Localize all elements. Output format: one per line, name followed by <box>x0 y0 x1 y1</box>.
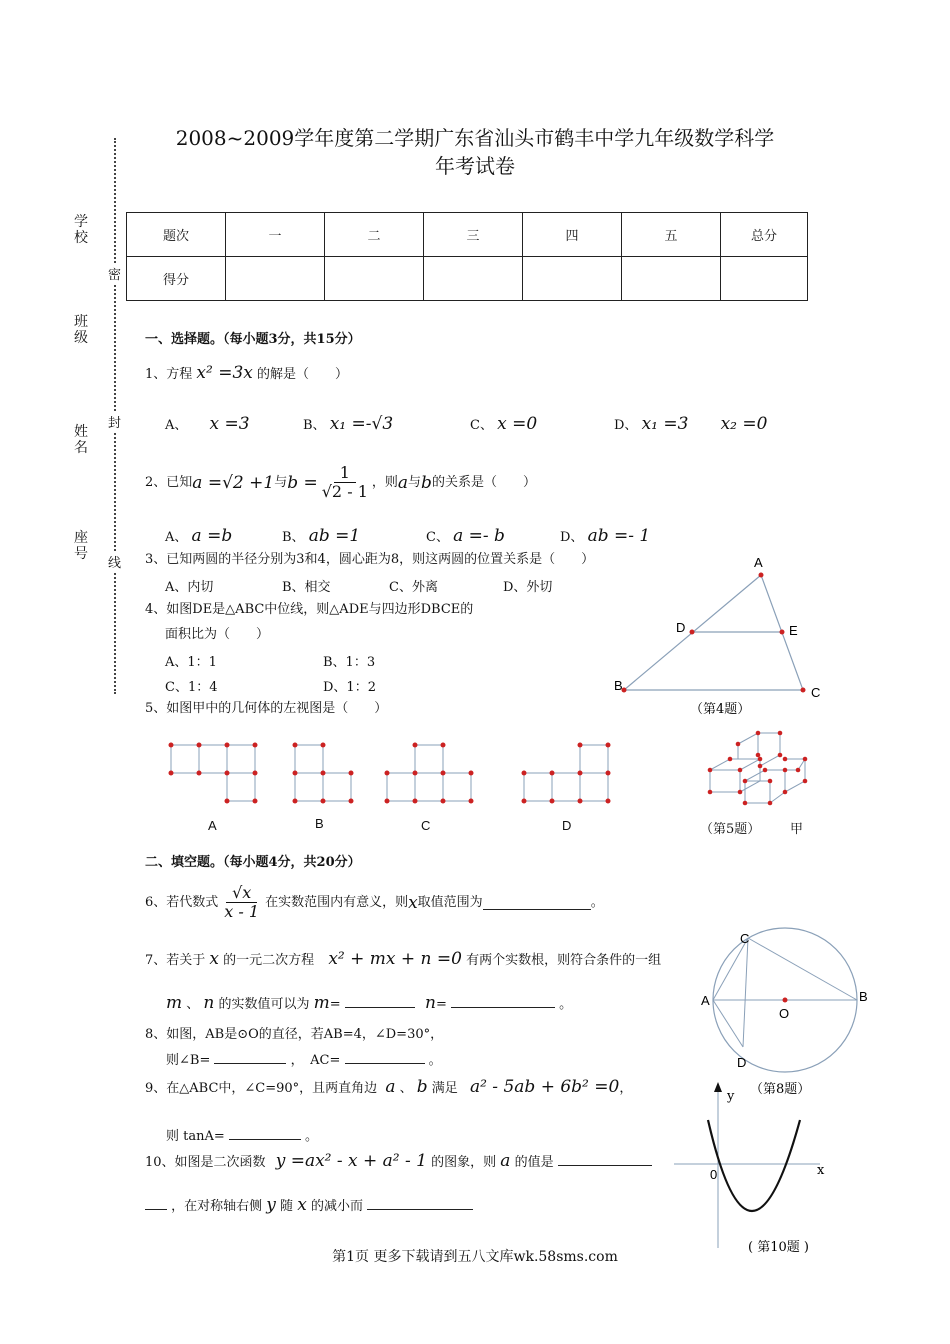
section-2-heading: 二、填空题。（每小题4分，共20分） <box>145 855 361 870</box>
q5-view-a[interactable] <box>160 735 270 815</box>
q7-m-answer-blank[interactable] <box>345 994 415 1008</box>
q1-option-b-label: B、 <box>303 418 326 433</box>
score-row-label: 得分 <box>127 257 226 301</box>
q2-var-b: b <box>421 472 432 493</box>
origin-label: 0 <box>710 1167 718 1182</box>
q5-view-d[interactable] <box>515 735 620 815</box>
q9-prefix: 9、在△ABC中，∠C=90°，且两直角边 <box>145 1081 378 1096</box>
q1-option-b-value: x₁ =-√3 <box>329 414 394 434</box>
q6-mid: 在实数范围内有意义，则 <box>265 894 409 910</box>
q6-suffix: 取值范围为 <box>417 894 483 910</box>
score-table-score-row <box>127 257 808 301</box>
y-axis-label: y <box>727 1089 735 1104</box>
q9-var-a: a <box>385 1077 396 1097</box>
q7-equation: x² + mx + n =0 <box>328 949 462 969</box>
q7-n: n <box>203 993 215 1013</box>
q9-answer-blank[interactable] <box>229 1126 301 1140</box>
q1-option-b[interactable] <box>303 414 393 434</box>
q1-option-c-value: x =0 <box>497 414 538 434</box>
q6-end: 。 <box>590 894 604 910</box>
q10-var-y: y <box>266 1195 276 1215</box>
q10-mid: 的图象，则 <box>431 1155 497 1170</box>
q10-trend-answer-blank[interactable] <box>367 1196 473 1210</box>
q7-eq2: = <box>435 997 447 1012</box>
label-d: D <box>676 620 686 635</box>
q4-option-d[interactable]: D、1：2 <box>323 680 376 695</box>
q8-ac-answer-blank[interactable] <box>345 1050 425 1064</box>
title-line-1: 2008~2009学年度第二学期广东省汕头市鹤丰中学九年级数学科学 <box>175 126 775 150</box>
score-header-cell: 五 <box>622 213 721 257</box>
figure-5-caption: （第5题） <box>700 822 761 837</box>
question-7-line-2 <box>166 994 572 1014</box>
chord-ac <box>713 938 748 1000</box>
q1-option-d-value-2: x₂ =0 <box>720 414 768 434</box>
q2-fraction-numerator: 1 <box>334 464 356 483</box>
q7-eq1: = <box>329 997 341 1012</box>
q1-option-d-label: D、 <box>614 418 638 433</box>
seal-char-mi: 密 <box>108 264 121 283</box>
q7-mid: 的一元二次方程 <box>223 953 315 968</box>
q10-value-answer-blank[interactable] <box>558 1152 652 1166</box>
score-header-cell: 四 <box>523 213 622 257</box>
q2-b-definition: b = <box>287 472 318 493</box>
q7-m: m <box>166 993 183 1013</box>
q6-fraction <box>224 884 259 921</box>
q2-option-b-label: B、 <box>282 530 305 545</box>
question-3: 3、已知两圆的半径分别为3和4，圆心距为8，则这两圆的位置关系是（ ） <box>145 552 595 567</box>
q3-option-d[interactable]: D、外切 <box>503 580 553 595</box>
q10-suffix: 的值是 <box>514 1155 554 1170</box>
score-cell[interactable] <box>622 257 721 301</box>
score-cell[interactable] <box>424 257 523 301</box>
question-8-line-1: 8、如图，AB是⊙O的直径，若AB=4，∠D=30°， <box>145 1027 444 1042</box>
q2-option-c-label: C、 <box>426 530 449 545</box>
q10-line2-a: ，在对称轴右侧 <box>171 1199 263 1214</box>
q9-line2-prefix: 则 tanA= <box>166 1129 225 1144</box>
question-10-line-1 <box>145 1152 652 1172</box>
q2-var-a: a <box>397 472 409 493</box>
q9-equation: a² - 5ab + 6b² =0 <box>469 1077 620 1097</box>
point-a <box>759 573 764 578</box>
score-header-cell: 一 <box>226 213 325 257</box>
q4-option-c[interactable]: C、1：4 <box>165 680 218 695</box>
q5-label-b: B <box>315 816 324 831</box>
q1-equation: x² =3x <box>196 363 253 383</box>
q2-option-c[interactable] <box>426 526 505 546</box>
parabola-curve <box>708 1120 800 1211</box>
figure-4-caption: （第4题） <box>690 702 751 717</box>
figure-10-graph <box>670 1078 840 1268</box>
point-c <box>801 688 806 693</box>
side-label-name: 姓名 <box>74 424 88 456</box>
chord-cd <box>743 938 748 1047</box>
chord-cb <box>748 938 857 1000</box>
question-9-line-2 <box>166 1126 318 1146</box>
q3-option-a[interactable]: A、内切 <box>165 580 214 595</box>
section-1-heading: 一、选择题。（每小题3分，共15分） <box>145 332 361 347</box>
score-table-header-row <box>127 213 808 257</box>
q5-view-c[interactable] <box>378 735 478 815</box>
score-cell[interactable] <box>721 257 808 301</box>
q8-b-prefix: 则∠B= <box>166 1053 211 1068</box>
q5-view-b[interactable] <box>285 735 365 815</box>
q2-option-b[interactable] <box>282 526 360 546</box>
q7-n-eq: n <box>424 993 436 1013</box>
score-table <box>126 212 808 301</box>
q10-equation: y =ax² - x + a² - 1 <box>275 1151 427 1171</box>
q8-end: 。 <box>428 1053 442 1068</box>
q2-fraction <box>322 464 368 501</box>
q1-suffix: 的解是（ ） <box>257 367 349 382</box>
question-4-line-1: 4、如图DE是△ABC中位线，则△ADE与四边形DBCE的 <box>145 602 474 617</box>
score-cell[interactable] <box>523 257 622 301</box>
q1-option-a-value: x =3 <box>209 414 250 434</box>
label-c: C <box>740 931 750 946</box>
q7-suffix: 有两个实数根，则符合条件的一组 <box>466 953 662 968</box>
q2-mid: 与 <box>274 474 288 490</box>
figure-10-caption: ( 第10题 ) <box>748 1240 809 1255</box>
q5-label-c: C <box>421 818 431 833</box>
label-b: B <box>614 678 623 693</box>
page-footer: 第1页 更多下载请到五八文库wk.58sms.com <box>332 1249 618 1265</box>
q7-m-eq: m <box>313 993 330 1013</box>
side-label-school: 学校 <box>74 214 88 246</box>
q9-end: 。 <box>305 1129 319 1144</box>
page-title <box>140 124 810 180</box>
q1-option-a[interactable] <box>165 414 250 434</box>
label-a: A <box>754 555 763 570</box>
question-4-line-2: 面积比为（ ） <box>165 627 270 642</box>
q6-numerator: √x <box>226 884 257 903</box>
q7-sep: 、 <box>186 997 200 1012</box>
q5-label-a: A <box>208 818 217 833</box>
q2-option-b-value: ab =1 <box>308 526 361 546</box>
q5-label-d: D <box>562 818 572 833</box>
q9-var-b: b <box>416 1077 428 1097</box>
q1-prefix: 1、方程 <box>145 367 193 382</box>
q2-option-d-label: D、 <box>560 530 584 545</box>
y-axis-arrow <box>714 1082 722 1092</box>
point-e <box>780 630 785 635</box>
side-label-class: 班级 <box>74 314 88 346</box>
q2-suffix-c: 的关系是（ ） <box>431 474 536 490</box>
q1-option-c-label: C、 <box>470 418 493 433</box>
label-a: A <box>701 993 710 1008</box>
q9-mid: 满足 <box>431 1081 458 1096</box>
seal-char-feng: 封 <box>108 412 121 431</box>
q6-var: x <box>408 892 418 913</box>
q10-prefix: 10、如图是二次函数 <box>145 1155 266 1170</box>
q9-sep: 、 <box>399 1081 413 1096</box>
figure-8-caption: （第8题） <box>750 1082 811 1097</box>
q2-suffix-a: ，则 <box>371 474 398 490</box>
q7-n-answer-blank[interactable] <box>451 994 555 1008</box>
question-8-line-2 <box>166 1050 442 1070</box>
q3-option-c[interactable]: C、外离 <box>389 580 438 595</box>
question-5: 5、如图甲中的几何体的左视图是（ ） <box>145 701 388 716</box>
score-header-cell: 题次 <box>127 213 226 257</box>
q1-option-d-value-1: x₁ =3 <box>641 414 689 434</box>
q2-option-a[interactable] <box>165 526 232 546</box>
q2-option-d-value: ab =- 1 <box>587 526 651 546</box>
q8-b-answer-blank[interactable] <box>214 1050 286 1064</box>
q10-line2-b: 随 <box>280 1199 294 1214</box>
q2-option-a-value: a =b <box>191 526 233 546</box>
q10-var: a <box>500 1151 511 1171</box>
label-d: D <box>737 1055 747 1070</box>
figure-5-jia: 甲 <box>790 822 804 837</box>
q10-value-answer-blank-cont[interactable] <box>145 1196 167 1210</box>
side-label-seat: 座号 <box>74 530 88 562</box>
score-header-cell: 总分 <box>721 213 808 257</box>
q2-option-c-value: a =- b <box>453 526 505 546</box>
q2-suffix-b: 与 <box>408 474 422 490</box>
question-10-line-2 <box>145 1196 473 1216</box>
seal-char-xian: 线 <box>108 552 121 571</box>
q9-comma: ， <box>619 1081 633 1096</box>
q2-fraction-denominator: √2 - 1 <box>321 482 368 501</box>
question-9-line-1 <box>145 1078 632 1098</box>
figure-5-solid <box>700 725 840 815</box>
point-d <box>690 630 695 635</box>
q2-prefix: 2、已知 <box>145 474 193 490</box>
title-line-2: 年考试卷 <box>435 154 515 178</box>
q10-line2-c: 的减小而 <box>310 1199 363 1214</box>
question-7-line-1 <box>145 950 661 970</box>
x-axis-label: x <box>817 1163 825 1178</box>
label-o: O <box>779 1006 790 1021</box>
q2-option-a-label: A、 <box>165 530 188 545</box>
q8-ac-prefix: ， AC= <box>290 1053 341 1068</box>
q4-option-a[interactable]: A、1：1 <box>165 655 217 670</box>
q2-option-d[interactable] <box>560 526 650 546</box>
q10-var-x: x <box>297 1195 307 1215</box>
score-cell[interactable] <box>325 257 424 301</box>
q7-prefix: 7、若关于 <box>145 953 206 968</box>
question-2 <box>145 464 536 501</box>
figure-4-triangle <box>600 550 840 730</box>
q3-option-b[interactable]: B、相交 <box>282 580 331 595</box>
q1-option-c[interactable] <box>470 414 537 434</box>
question-1 <box>145 364 348 384</box>
q1-option-d[interactable] <box>614 414 767 434</box>
q7-end: 。 <box>559 997 573 1012</box>
label-c: C <box>811 685 821 700</box>
score-header-cell: 三 <box>424 213 523 257</box>
q6-denominator: x - 1 <box>224 902 260 921</box>
q7-var: x <box>209 949 220 969</box>
label-e: E <box>789 623 798 638</box>
score-cell[interactable] <box>226 257 325 301</box>
question-6 <box>145 884 604 921</box>
q6-prefix: 6、若代数式 <box>145 894 219 910</box>
q1-option-a-label: A、 <box>165 418 188 433</box>
q2-a-definition: a =√2 +1 <box>192 472 275 493</box>
q4-option-b[interactable]: B、1：3 <box>323 655 376 670</box>
point-o <box>783 998 788 1003</box>
label-b: B <box>859 989 868 1004</box>
q6-answer-blank[interactable] <box>483 896 591 910</box>
q7-line2-mid: 的实数值可以为 <box>218 997 310 1012</box>
score-header-cell: 二 <box>325 213 424 257</box>
